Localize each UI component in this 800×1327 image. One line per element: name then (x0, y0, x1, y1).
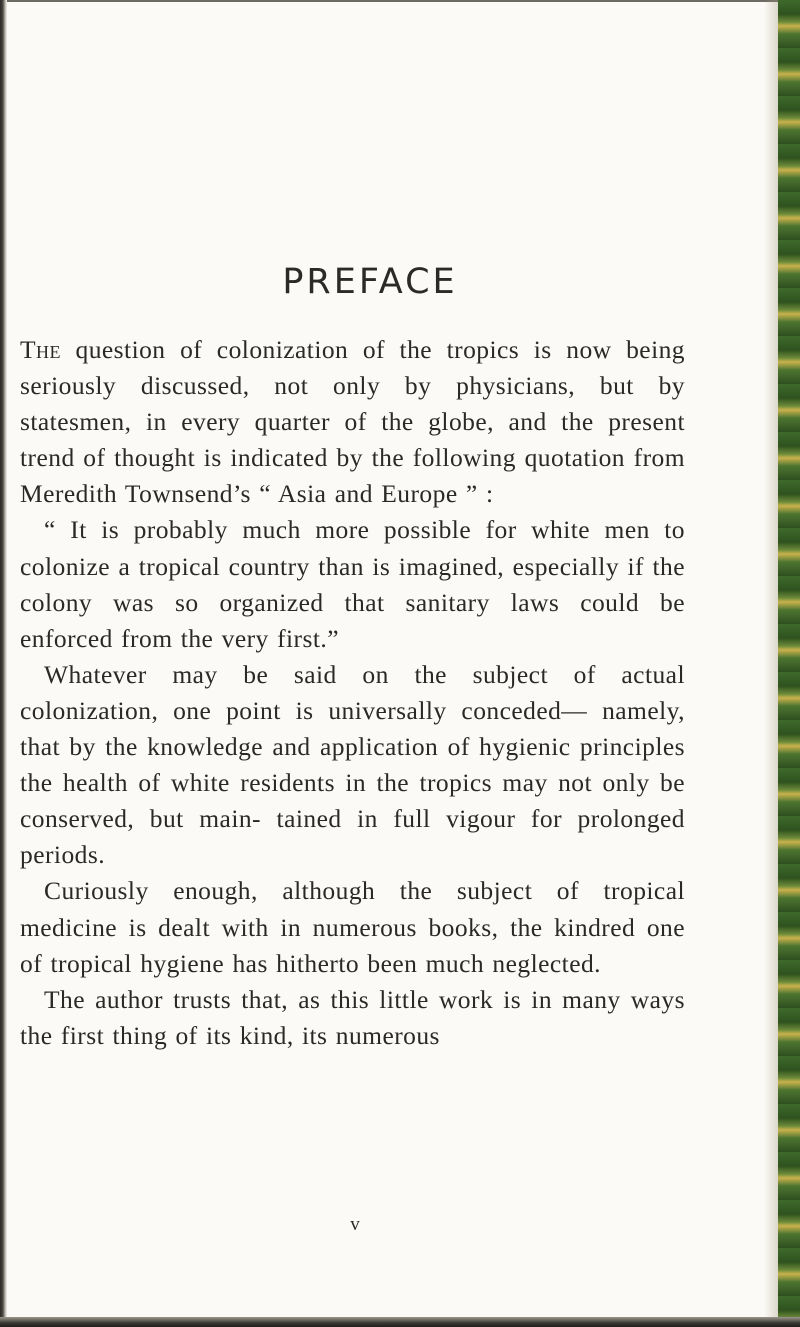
page-top-edge (0, 0, 780, 2)
paragraph-1 (20, 332, 685, 512)
preface-body (20, 332, 685, 1054)
paragraph-3: Whatever may be said on the subject of actual colonization, one point is universally conceded— namely, that by the knowledge and application of hygienic principles the health of white residents in the tropics may not only be conserved, but main- tained in full vigour for prolonged periods. (20, 659, 685, 870)
page-bottom-edge (0, 1317, 800, 1327)
paragraph-5: The author trusts that, as this little work is in many ways the first thing of its kind, its numerous (20, 984, 685, 1050)
paragraph-4: Curiously enough, although the subject of tropical medicine is dealt with in numerous books, the kindred one of tropical hygiene has hitherto been much neglected. (20, 876, 685, 978)
paragraph-2: “ It is probably much more possible for white men to colonize a tropical country than is imagined, especially if the colony was so organized that sanitary laws could be enforced from the very first.” (20, 515, 685, 653)
gutter-shadow (764, 0, 778, 1327)
paragraph-text: question of colonization of the tropics is now being seriously discussed, not only by physicians, but by statesmen, in every quarter of the globe, and the present trend of thought is indicated by the following quotation from Meredith Townsend’s “ Asia and Europe ” : (20, 335, 685, 509)
page-left-edge (0, 0, 7, 1327)
paragraph-lead-word: The (20, 335, 61, 364)
page-title: PREFACE (282, 262, 458, 302)
book-spine-edge (778, 0, 800, 1327)
page-number: v (350, 1214, 360, 1235)
